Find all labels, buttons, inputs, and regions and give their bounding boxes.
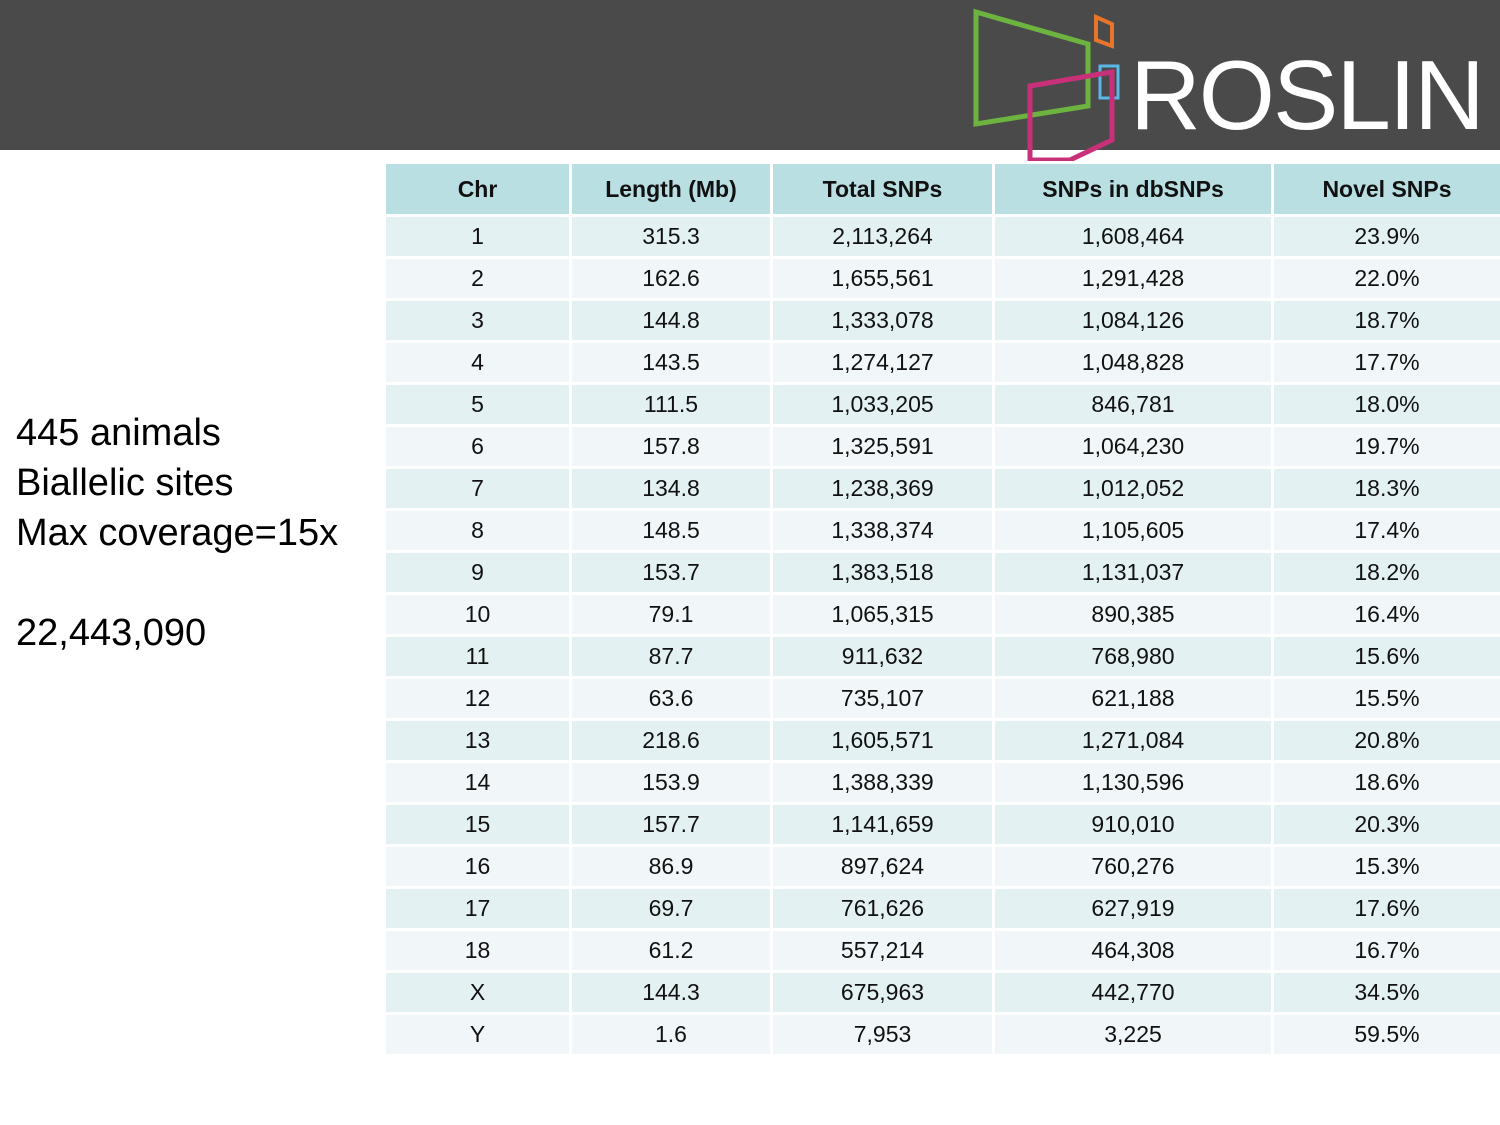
cell-chr: 4 (385, 342, 571, 384)
table-row (385, 342, 1500, 384)
cell-total-snps: 735,107 (772, 678, 994, 720)
table-row (385, 216, 1500, 258)
table-row (385, 594, 1500, 636)
table-row (385, 426, 1500, 468)
cell-snps-in-dbsnps: 760,276 (994, 846, 1273, 888)
cell-total-snps: 761,626 (772, 888, 994, 930)
cell-snps-in-dbsnps: 1,084,126 (994, 300, 1273, 342)
cell-length: 218.6 (571, 720, 772, 762)
cell-chr: 16 (385, 846, 571, 888)
cell-length: 148.5 (571, 510, 772, 552)
cell-total-snps: 557,214 (772, 930, 994, 972)
cell-snps-in-dbsnps: 1,064,230 (994, 426, 1273, 468)
cell-novel-snps: 19.7% (1273, 426, 1500, 468)
cell-total-snps: 1,274,127 (772, 342, 994, 384)
cell-chr: 7 (385, 468, 571, 510)
cell-chr: X (385, 972, 571, 1014)
cell-total-snps: 1,033,205 (772, 384, 994, 426)
cell-snps-in-dbsnps: 1,271,084 (994, 720, 1273, 762)
cell-novel-snps: 17.6% (1273, 888, 1500, 930)
cell-length: 315.3 (571, 216, 772, 258)
cell-length: 69.7 (571, 888, 772, 930)
cell-novel-snps: 17.7% (1273, 342, 1500, 384)
cell-snps-in-dbsnps: 1,608,464 (994, 216, 1273, 258)
cell-length: 157.8 (571, 426, 772, 468)
cell-chr: 15 (385, 804, 571, 846)
cell-length: 86.9 (571, 846, 772, 888)
cell-snps-in-dbsnps: 1,130,596 (994, 762, 1273, 804)
cell-length: 134.8 (571, 468, 772, 510)
cell-total-snps: 897,624 (772, 846, 994, 888)
summary-sites: Biallelic sites (16, 462, 234, 504)
cell-novel-snps: 18.3% (1273, 468, 1500, 510)
cell-total-snps: 911,632 (772, 636, 994, 678)
cell-snps-in-dbsnps: 1,012,052 (994, 468, 1273, 510)
cell-novel-snps: 22.0% (1273, 258, 1500, 300)
cell-length: 61.2 (571, 930, 772, 972)
cell-total-snps: 2,113,264 (772, 216, 994, 258)
cell-total-snps: 675,963 (772, 972, 994, 1014)
cell-chr: 10 (385, 594, 571, 636)
cell-novel-snps: 18.2% (1273, 552, 1500, 594)
cell-chr: 2 (385, 258, 571, 300)
cell-snps-in-dbsnps: 910,010 (994, 804, 1273, 846)
table-row (385, 636, 1500, 678)
cell-snps-in-dbsnps: 1,048,828 (994, 342, 1273, 384)
cell-chr: 14 (385, 762, 571, 804)
cell-chr: 9 (385, 552, 571, 594)
table-row (385, 720, 1500, 762)
table-row (385, 846, 1500, 888)
table-row (385, 258, 1500, 300)
cell-total-snps: 1,388,339 (772, 762, 994, 804)
cell-novel-snps: 18.7% (1273, 300, 1500, 342)
cell-snps-in-dbsnps: 890,385 (994, 594, 1273, 636)
cell-novel-snps: 15.6% (1273, 636, 1500, 678)
cell-length: 157.7 (571, 804, 772, 846)
cell-snps-in-dbsnps: 621,188 (994, 678, 1273, 720)
cell-total-snps: 1,238,369 (772, 468, 994, 510)
cell-chr: 6 (385, 426, 571, 468)
cell-novel-snps: 20.3% (1273, 804, 1500, 846)
cell-chr: 3 (385, 300, 571, 342)
cell-chr: Y (385, 1014, 571, 1056)
cell-total-snps: 1,605,571 (772, 720, 994, 762)
cell-length: 1.6 (571, 1014, 772, 1056)
cell-chr: 1 (385, 216, 571, 258)
cell-novel-snps: 15.5% (1273, 678, 1500, 720)
cell-total-snps: 7,953 (772, 1014, 994, 1056)
cell-snps-in-dbsnps: 442,770 (994, 972, 1273, 1014)
cell-novel-snps: 20.8% (1273, 720, 1500, 762)
column-header-snps-in-dbsnps: SNPs in dbSNPs (994, 163, 1273, 216)
summary-total: 22,443,090 (16, 612, 207, 654)
table-row (385, 510, 1500, 552)
cell-novel-snps: 18.0% (1273, 384, 1500, 426)
table-row (385, 552, 1500, 594)
cell-chr: 13 (385, 720, 571, 762)
cell-length: 162.6 (571, 258, 772, 300)
cell-snps-in-dbsnps: 1,291,428 (994, 258, 1273, 300)
table-row (385, 930, 1500, 972)
cell-length: 153.7 (571, 552, 772, 594)
summary-coverage: Max coverage=15x (16, 512, 339, 554)
cell-total-snps: 1,065,315 (772, 594, 994, 636)
cell-length: 144.8 (571, 300, 772, 342)
cell-total-snps: 1,655,561 (772, 258, 994, 300)
cell-novel-snps: 34.5% (1273, 972, 1500, 1014)
summary-block (16, 408, 338, 658)
cell-chr: 18 (385, 930, 571, 972)
cell-snps-in-dbsnps: 464,308 (994, 930, 1273, 972)
table-row (385, 468, 1500, 510)
cell-length: 87.7 (571, 636, 772, 678)
cell-chr: 8 (385, 510, 571, 552)
cell-novel-snps: 23.9% (1273, 216, 1500, 258)
table-header-row (385, 163, 1500, 216)
cell-length: 153.9 (571, 762, 772, 804)
cell-chr: 17 (385, 888, 571, 930)
cell-snps-in-dbsnps: 768,980 (994, 636, 1273, 678)
cell-total-snps: 1,338,374 (772, 510, 994, 552)
cell-novel-snps: 16.4% (1273, 594, 1500, 636)
cell-snps-in-dbsnps: 1,105,605 (994, 510, 1273, 552)
cell-length: 79.1 (571, 594, 772, 636)
column-header-total-snps: Total SNPs (772, 163, 994, 216)
summary-animals: 445 animals (16, 412, 221, 454)
table-body (385, 216, 1500, 1056)
table-row (385, 972, 1500, 1014)
table-row (385, 762, 1500, 804)
table-row (385, 1014, 1500, 1056)
cell-total-snps: 1,383,518 (772, 552, 994, 594)
cell-length: 63.6 (571, 678, 772, 720)
table-row (385, 678, 1500, 720)
cell-length: 143.5 (571, 342, 772, 384)
table-row (385, 804, 1500, 846)
cell-snps-in-dbsnps: 3,225 (994, 1014, 1273, 1056)
logo-orange-frame (1096, 17, 1112, 46)
cell-total-snps: 1,141,659 (772, 804, 994, 846)
column-header-novel-snps: Novel SNPs (1273, 163, 1500, 216)
cell-novel-snps: 15.3% (1273, 846, 1500, 888)
cell-novel-snps: 18.6% (1273, 762, 1500, 804)
cell-novel-snps: 59.5% (1273, 1014, 1500, 1056)
cell-total-snps: 1,333,078 (772, 300, 994, 342)
cell-snps-in-dbsnps: 1,131,037 (994, 552, 1273, 594)
cell-novel-snps: 16.7% (1273, 930, 1500, 972)
cell-snps-in-dbsnps: 846,781 (994, 384, 1273, 426)
cell-snps-in-dbsnps: 627,919 (994, 888, 1273, 930)
cell-novel-snps: 17.4% (1273, 510, 1500, 552)
cell-length: 111.5 (571, 384, 772, 426)
table-row (385, 888, 1500, 930)
cell-chr: 11 (385, 636, 571, 678)
logo-wordmark: ROSLIN (1130, 40, 1483, 150)
cell-total-snps: 1,325,591 (772, 426, 994, 468)
table-row (385, 384, 1500, 426)
cell-chr: 12 (385, 678, 571, 720)
column-header-length: Length (Mb) (571, 163, 772, 216)
cell-chr: 5 (385, 384, 571, 426)
cell-length: 144.3 (571, 972, 772, 1014)
column-header-chr: Chr (385, 163, 571, 216)
table-row (385, 300, 1500, 342)
snp-table (383, 161, 1500, 1057)
